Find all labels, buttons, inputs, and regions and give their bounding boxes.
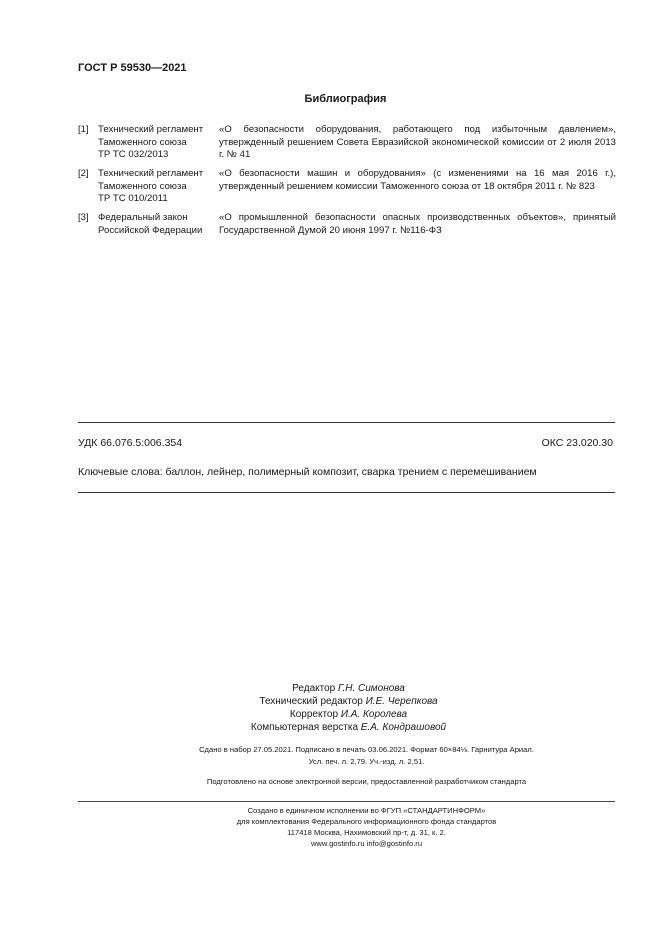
- credit-name: И.А. Королева: [340, 709, 408, 720]
- source-note: Подготовлено на основе электронной версии, предоставленной разработчиком стандарта: [206, 777, 527, 786]
- credit-name: Г.Н. Симонова: [338, 683, 405, 694]
- divider-publisher: [78, 801, 615, 802]
- credit-editor: [36, 682, 661, 695]
- entry-description: «О безопасности машин и оборудования» (с изменениями на 16 мая 2016 г.), утвержденный решением комиссии Таможенного союза от 18 октября 2011 г. № 823: [219, 168, 616, 192]
- entry-source: [98, 168, 216, 206]
- entry-source-line: Технический регламент: [98, 168, 204, 179]
- entry-source-line: Таможенного союза: [98, 180, 187, 192]
- document-code: ГОСТ Р 59530—2021: [78, 62, 187, 74]
- credits-block: [0, 682, 661, 734]
- divider-top: [78, 422, 615, 423]
- entry-source-line: ТР ТС 010/2011: [98, 193, 168, 205]
- entry-number: [2]: [78, 168, 89, 179]
- entry-source-line: Таможенного союза: [98, 136, 187, 148]
- print-sheets: Усл. печ. л. 2,79. Уч.-изд. л. 2,51.: [308, 757, 425, 766]
- entry-source-line: Федеральный закон: [98, 212, 188, 223]
- entry-source-line: ТР ТС 032/2013: [98, 149, 169, 161]
- publisher-purpose: для комплектования Федерального информационного фонда стандартов: [236, 817, 497, 826]
- entry-source-line: Технический регламент: [98, 124, 204, 135]
- credit-proofreader: [36, 708, 661, 721]
- publisher-line: Создано в единичном исполнении во ФГУП «СТАНДАРТИНФОРМ»: [247, 806, 486, 815]
- oks-code: ОКС 23.020.30: [541, 437, 613, 449]
- credit-role: Компьютерная верстка: [250, 722, 359, 733]
- credit-role: Технический редактор: [259, 696, 363, 707]
- credit-role: Корректор: [289, 709, 339, 720]
- divider-bottom: [78, 492, 615, 493]
- credit-role: Редактор: [292, 683, 336, 694]
- keywords: Ключевые слова: баллон, лейнер, полимерный композит, сварка трением с перемешиванием: [78, 466, 537, 478]
- print-details: Сдано в набор 27.05.2021. Подписано в печать 03.06.2021. Формат 60×84⅛. Гарнитура Ариал.: [199, 745, 534, 754]
- entry-source: [98, 212, 216, 237]
- credit-name: И.Е. Черепкова: [365, 696, 438, 707]
- publisher-contacts: www.gostinfo.ru info@gostinfo.ru: [310, 839, 423, 848]
- publisher-address: 117418 Москва, Нахимовский пр-т, д. 31, к. 2.: [287, 828, 446, 837]
- udc-code: УДК 66.076.5:006.354: [78, 437, 183, 449]
- entry-description: «О безопасности оборудования, работающего под избыточным давлением», утвержденный решением Совета Евразийской экономической комиссии от 2 июля 2013 г. № 41: [219, 124, 616, 161]
- entry-description: «О промышленной безопасности опасных производственных объектов», принятый Государственной Думой 20 июня 1997 г. №116-ФЗ: [219, 212, 616, 236]
- credit-tech-editor: [36, 695, 661, 708]
- entry-number: [1]: [78, 124, 89, 135]
- entry-source-line: Российской Федерации: [98, 224, 203, 236]
- entry-number: [3]: [78, 212, 89, 223]
- entry-source: [98, 124, 216, 162]
- credit-layout: [36, 721, 661, 734]
- credit-name: Е.А. Кондрашовой: [360, 722, 447, 733]
- bibliography-title: Библиография: [304, 93, 387, 105]
